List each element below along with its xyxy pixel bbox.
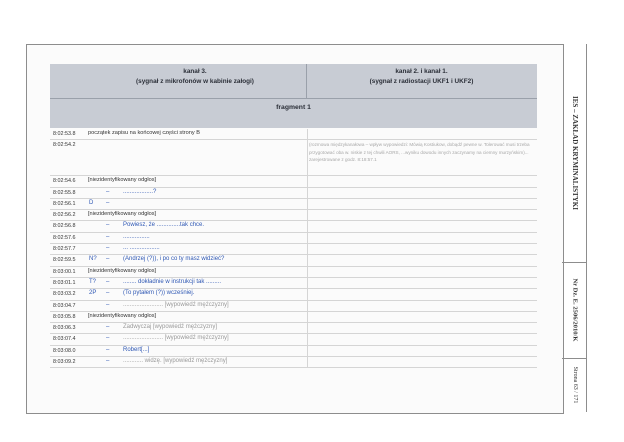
column-divider [307,244,308,254]
table-row [50,323,537,334]
utterance-text: początek zapisu na końcowej części strony B [88,130,200,136]
timestamp: 8:03:03.2 [53,291,76,298]
header-channel-1-2 [306,67,537,87]
utterance-text: ... .................. [123,245,160,252]
institute-label: IES – ZAKŁAD KRYMINALISTYKI [571,96,579,210]
utterance-text: ........................ [wypowiedź mężczyzny] [123,301,229,308]
column-divider [307,334,308,344]
timestamp: 8:02:53.8 [53,131,76,137]
header-channel-1-2-title: kanał 2. i kanał 1. [395,68,448,75]
timestamp: 8:02:56.8 [53,223,76,230]
column-divider [307,199,308,209]
speaker-code: N? [89,256,97,263]
utterance-text: ..................? [123,188,157,195]
utterance-text: (To pytałem (?)) wcześniej. [123,290,195,297]
table-row [50,129,537,140]
header-channel-1-2-subtitle: (sygnał z radiostacji UKF1 i UKF2) [369,78,474,85]
dash: – [106,188,110,195]
table-row [50,357,537,368]
column-divider [307,176,308,186]
timestamp: 8:03:04.7 [53,302,76,309]
timestamp: 8:02:54.2 [53,142,76,149]
timestamp: 8:03:05.8 [53,313,76,320]
table-row [50,301,537,312]
column-divider [307,278,308,288]
table-row [50,278,537,289]
header-channel-3-subtitle: (sygnał z mikrofonów w kabinie załogi) [136,78,254,85]
table-row [50,140,537,176]
speaker-code: D [89,199,94,206]
dash: – [106,199,110,206]
table-row [50,221,537,232]
dash: – [106,335,110,342]
column-divider [307,188,308,198]
column-divider [307,140,308,175]
utterance-text: Robert[...] [123,346,150,353]
dash: – [106,358,110,365]
timestamp: 8:03:06.3 [53,325,76,332]
table-row [50,244,537,255]
table-row [50,188,537,199]
column-divider [307,221,308,231]
utterance-text: ................ [123,233,150,240]
table-row [50,289,537,300]
column-divider [307,267,308,277]
transcript-table [50,129,537,368]
column-divider [307,301,308,311]
table-row [50,312,537,323]
column-divider [307,312,308,322]
timestamp: 8:03:08.0 [53,347,76,354]
timestamp: 8:02:56.2 [53,212,76,219]
utterance-text: Zadwyczaj [wypowiedź mężczyzny] [123,324,218,331]
column-divider [307,129,308,139]
utterance-text: (Andrzej (?)), i po co ty masz widzieć? [123,256,225,263]
utterance-text: [niezidentyfikowany odgłos] [88,177,157,184]
table-row [50,233,537,244]
dash: – [106,346,110,353]
column-divider [307,255,308,265]
utterance-text: ............ widzę. [wypowiedź mężczyzny] [123,358,228,365]
header-channel-3 [84,67,306,87]
timestamp: 8:02:56.1 [53,200,76,207]
column-divider [307,323,308,333]
utterance-text: Powiesz, że ..............tak chce. [123,222,205,229]
dash: – [106,324,110,331]
column-divider [307,289,308,299]
radio-channel-text: (rozmowa międzykanałowa – wpływ wypowiedzi: Mówią Kostiukow, dobądź pewne w. Tolerować musi trzeba przygotować oba w. niskie z tej chwili AORS, ...wyniku dowodu innych zaczynamy na ciemny murzyńskim)... zarejestrowane z godz. 8:18:57.1 [309,142,530,163]
timestamp: 8:02:57.6 [53,234,76,241]
table-row [50,176,537,187]
page-number: Strona 63 / 171 [572,366,578,404]
table-header [50,64,537,128]
utterance-text: ........ dokładnie w instrukcji tak ......... [123,278,222,285]
table-row [50,255,537,266]
speaker-code: 2P [89,290,97,297]
side-divider [562,358,586,359]
utterance-text: [niezidentyfikowany odgłos] [88,312,157,319]
timestamp: 8:02:59.5 [53,257,76,264]
table-row [50,210,537,221]
document-number: Nr Dz. E. 2506/2010/K [571,278,579,342]
header-separator [50,98,537,99]
timestamp: 8:03:01.1 [53,279,76,286]
fragment-label: fragment 1 [276,104,311,111]
table-row [50,346,537,357]
column-divider [307,233,308,243]
timestamp: 8:03:00.1 [53,268,76,275]
header-channel-3-title: kanał 3. [183,68,207,75]
table-row [50,199,537,210]
timestamp: 8:03:09.2 [53,359,76,366]
column-divider [307,346,308,356]
dash: – [106,245,110,252]
dash: – [106,233,110,240]
utterance-text: [niezidentyfikowany odgłos] [88,267,157,274]
timestamp: 8:03:07.4 [53,336,76,343]
column-divider [307,357,308,367]
table-row [50,267,537,278]
side-divider [562,262,586,263]
table-row [50,334,537,345]
speaker-code: T? [89,278,97,285]
timestamp: 8:02:54.6 [53,178,76,185]
dash: – [106,278,110,285]
utterance-text: ........................ [wypowiedź mężczyzny] [123,335,229,342]
utterance-text: [niezidentyfikowany odgłos] [88,211,157,218]
dash: – [106,222,110,229]
dash: – [106,256,110,263]
column-divider [307,210,308,220]
timestamp: 8:02:55.8 [53,189,76,196]
dash: – [106,290,110,297]
dash: – [106,301,110,308]
timestamp: 8:02:57.7 [53,246,76,253]
